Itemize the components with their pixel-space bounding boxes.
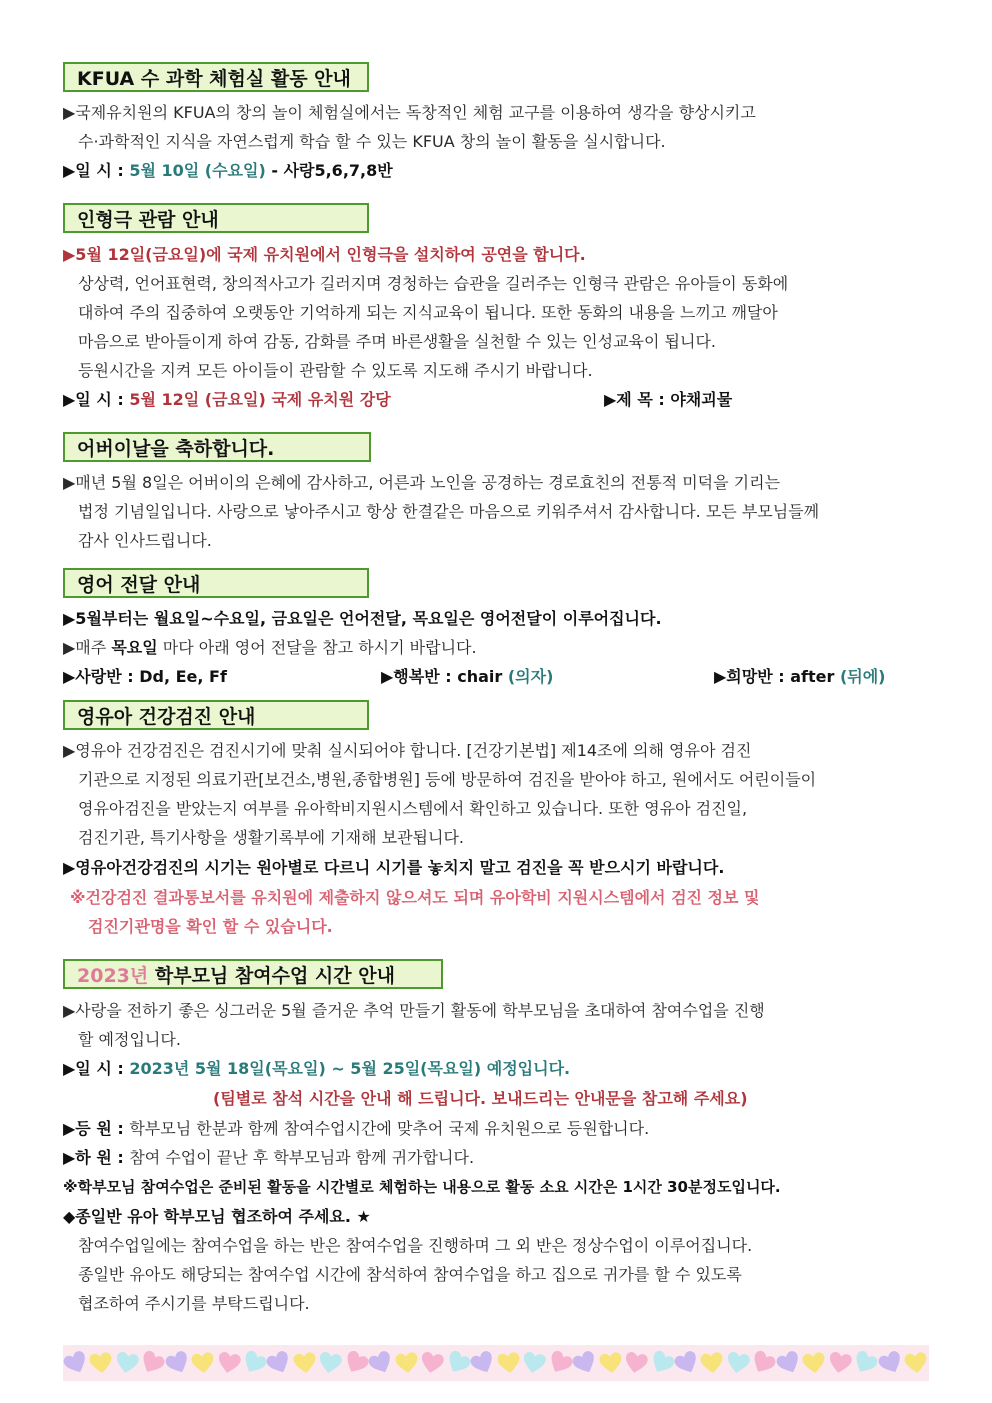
- open-class-paragraph-line: ▶사랑을 전하기 좋은 싱그러운 5월 즐거운 추억 만들기 활동에 학부모님을 초대하여 참여수업을 진행: [63, 1001, 765, 1020]
- topic-value: 야채괴물: [670, 390, 733, 409]
- open-class-date-note: (팀별로 참석 시간을 안내 해 드립니다. 보내드리는 안내문을 참고해 주세요): [213, 1089, 748, 1108]
- date-value: 5월 10일 (수요일): [129, 161, 266, 180]
- heart-icon: [570, 1348, 601, 1378]
- heart-icon: [773, 1348, 804, 1378]
- heart-icon: [60, 1348, 91, 1378]
- full-day-class-heading: ◆종일반 유아 학부모님 협조하여 주세요. ★: [63, 1207, 371, 1226]
- leave-label: ▶하 원 :: [63, 1148, 130, 1167]
- section-title-parents-day: 어버이날을 축하합니다.: [63, 432, 371, 462]
- health-reminder-line: ▶영유아건강검진의 시기는 원아별로 다르니 시기를 놓치지 말고 검진을 꼭 받으시기 바랍니다.: [63, 858, 725, 877]
- health-paragraph-line: 영유아검진을 받았는지 여부를 유아학비지원시스템에서 확인하고 있습니다. 또한 영유아 검진일,: [78, 799, 748, 818]
- heart-icon: [366, 1348, 397, 1378]
- section-title-open-class: [63, 959, 443, 989]
- heart-icon: [292, 1351, 319, 1376]
- puppet-paragraph-line: 대하여 주의 집중하여 오랫동안 기억하게 되는 지식교육이 됩니다. 또한 동화의 내용을 느끼고 깨달아: [78, 303, 778, 322]
- puppet-lead-line: ▶5월 12일(금요일)에 국제 유치원에서 인형극을 설치하여 공연을 합니다.: [63, 245, 586, 264]
- section-title-science: KFUA 수 과학 체험실 활동 안내: [63, 62, 369, 92]
- title-rest: 학부모님 참여수업 시간 안내: [148, 965, 395, 987]
- open-class-duration-note: ※학부모님 참여수업은 준비된 활동을 시간별로 체험하는 내용으로 활동 소요 시간은 1시간 30분정도입니다.: [63, 1178, 781, 1196]
- arrive-value: 학부모님 한분과 함께 참여수업시간에 맞추어 국제 유치원으로 등원합니다.: [129, 1119, 650, 1138]
- section-title-puppet-show: 인형극 관람 안내: [63, 203, 369, 233]
- full-day-class-line: 협조하여 주시기를 부탁드립니다.: [78, 1294, 310, 1313]
- heart-icon: [113, 1350, 141, 1376]
- heart-icon: [317, 1350, 345, 1376]
- heart-icon: [875, 1348, 906, 1378]
- section-title-english: 영어 전달 안내: [63, 568, 369, 598]
- class-hope-word: ▶희망반 : after: [714, 667, 840, 686]
- weekly-prefix: ▶매주: [63, 638, 112, 657]
- arrive-label: ▶등 원 :: [63, 1119, 130, 1138]
- weekly-day: 목요일: [111, 638, 158, 657]
- heart-icon: [520, 1350, 548, 1376]
- heart-icon: [136, 1348, 168, 1379]
- open-class-leave-line: [63, 1147, 474, 1169]
- date-class-list: - 사랑5,6,7,8반: [265, 161, 393, 180]
- puppet-paragraph-line: 등원시간을 지켜 모든 아이들이 관람할 수 있도록 지도해 주시기 바랍니다.: [78, 361, 593, 380]
- section-title-health-check: 영유아 건강검진 안내: [63, 700, 369, 730]
- heart-icon: [646, 1348, 678, 1379]
- heart-icon: [849, 1348, 881, 1379]
- heart-decoration-border: [63, 1345, 929, 1381]
- health-note-line: 검진기관명을 확인 할 수 있습니다.: [88, 917, 333, 936]
- heart-icon: [88, 1351, 115, 1376]
- science-date-line: [63, 160, 393, 182]
- leave-value: 참여 수업이 끝난 후 학부모님과 함께 귀가합니다.: [129, 1148, 475, 1167]
- english-weekly-line: [63, 637, 477, 659]
- puppet-paragraph-line: 마음으로 받아들이게 하여 감동, 감화를 주며 바른생활을 실천할 수 있는 인성교육이 됩니다.: [78, 332, 716, 351]
- heart-icon: [903, 1351, 930, 1376]
- english-class-hope: [714, 666, 885, 688]
- date-label: ▶일 시 :: [63, 161, 130, 180]
- heart-icon: [597, 1351, 624, 1376]
- heart-icon: [418, 1350, 446, 1376]
- heart-icon: [468, 1348, 499, 1378]
- full-day-class-line: 종일반 유아도 해당되는 참여수업 시간에 참석하여 참여수업을 하고 집으로 귀가를 할 수 있도록: [78, 1265, 742, 1284]
- heart-icon: [162, 1348, 193, 1378]
- heart-icon: [215, 1350, 243, 1376]
- english-class-love: ▶사랑반 : Dd, Ee, Ff: [63, 667, 227, 686]
- open-class-paragraph-line: 할 예정입니다.: [78, 1030, 181, 1049]
- puppet-paragraph-line: 상상력, 언어표현력, 창의적사고가 길러지며 경청하는 습관을 길러주는 인형극 관람은 유아들이 동화에: [78, 274, 789, 293]
- topic-label: ▶제 목 :: [604, 390, 671, 409]
- heart-icon: [394, 1351, 421, 1376]
- class-happy-meaning: (의자): [507, 667, 554, 686]
- heart-icon: [622, 1350, 650, 1376]
- heart-icon: [801, 1351, 828, 1376]
- title-year: 2023년: [77, 965, 149, 987]
- date-value: 5월 12일 (금요일) 국제 유치원 강당: [129, 390, 391, 409]
- heart-icon: [544, 1348, 576, 1379]
- heart-icon: [190, 1351, 217, 1376]
- parents-day-line: ▶매년 5월 8일은 어버이의 은혜에 감사하고, 어른과 노인을 공경하는 경로효친의 전통적 미덕을 기리는: [63, 473, 781, 492]
- date-value: 2023년 5월 18일(목요일) ~ 5월 25일(목요일) 예정입니다.: [129, 1059, 571, 1078]
- health-paragraph-line: 기관으로 지정된 의료기관[보건소,병원,종합병원] 등에 방문하여 검진을 받아야 하고, 원에서도 어린이들이: [78, 770, 817, 789]
- health-paragraph-line: ▶영유아 건강검진은 검진시기에 맞춰 실시되어야 합니다. [건강기본법] 제14조에 의해 영유아 검진: [63, 741, 752, 760]
- class-hope-meaning: (뒤에): [839, 667, 886, 686]
- heart-icon: [826, 1350, 854, 1376]
- full-day-class-line: 참여수업일에는 참여수업을 하는 반은 참여수업을 진행하며 그 외 반은 정상수업이 이루어집니다.: [78, 1236, 753, 1255]
- heart-icon: [264, 1348, 295, 1378]
- parents-day-line: 감사 인사드립니다.: [78, 531, 212, 550]
- health-note-line: ※건강검진 결과통보서를 유치원에 제출하지 않으셔도 되며 유아학비 지원시스템에서 검진 정보 및: [70, 888, 760, 907]
- open-class-arrive-line: [63, 1118, 649, 1140]
- heart-icon: [671, 1348, 702, 1378]
- parents-day-line: 법정 기념일입니다. 사랑으로 낳아주시고 항상 한결같은 마음으로 키워주셔서 감사합니다. 모든 부모님들께: [78, 502, 820, 521]
- health-paragraph-line: 검진기관, 특기사항을 생활기록부에 기재해 보관됩니다.: [78, 828, 465, 847]
- puppet-topic-line: [604, 389, 732, 411]
- heart-icon: [748, 1348, 780, 1379]
- english-schedule-line: ▶5월부터는 월요일~수요일, 금요일은 언어전달, 목요일은 영어전달이 이루어집니다.: [63, 609, 662, 628]
- weekly-rest: 마다 아래 영어 전달을 참고 하시기 바랍니다.: [157, 638, 477, 657]
- date-label: ▶일 시 :: [63, 390, 130, 409]
- date-label: ▶일 시 :: [63, 1059, 130, 1078]
- science-paragraph-line: 수·과학적인 지식을 자연스럽게 학습 할 수 있는 KFUA 창의 놀이 활동을 실시합니다.: [78, 132, 666, 151]
- science-paragraph-line: ▶국제유치원의 KFUA의 창의 놀이 체험실에서는 독창적인 체험 교구를 이용하여 생각을 향상시키고: [63, 103, 756, 122]
- heart-icon: [699, 1351, 726, 1376]
- puppet-date-line: [63, 389, 391, 411]
- english-class-happy: [381, 666, 553, 688]
- heart-icon: [724, 1350, 752, 1376]
- class-happy-word: ▶행복반 : chair: [381, 667, 508, 686]
- open-class-date-line: [63, 1058, 570, 1080]
- heart-icon: [495, 1351, 522, 1376]
